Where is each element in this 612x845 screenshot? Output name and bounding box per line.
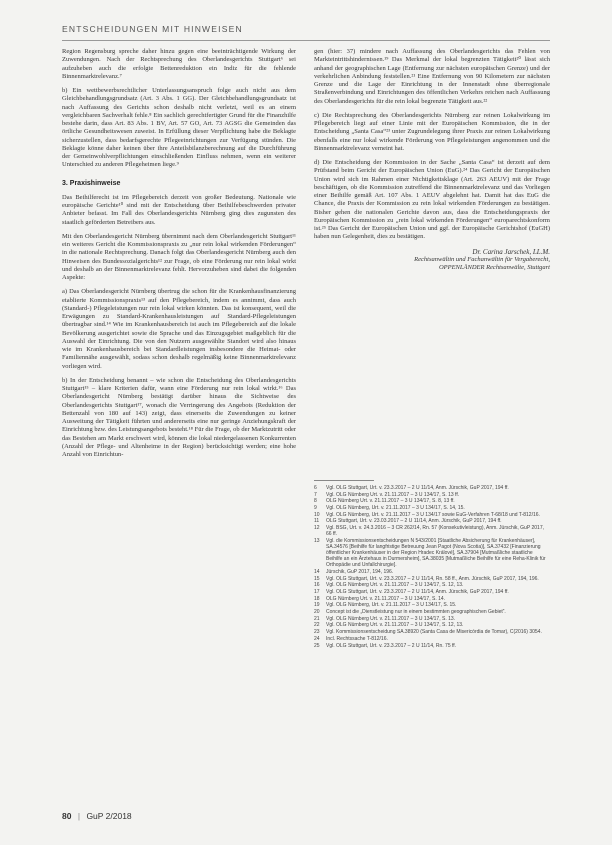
footnote bbox=[314, 492, 550, 498]
paragraph: a) Das Oberlandesgericht Nürnberg übertrug die schon für die Krankenhausfinanzierung etablierte Kommissionspraxis¹³ auf den Pflegebereich, indem es annimmt, dass auch (Standard-) Pflegeleistungen nur rein lokal wirken könnten. Das ist konsequent, weil die Erwägungen zu Standard-Krankenhausleistungen auf Standard-Pflegeleistungen übertragbar sind.¹⁴ Wie im Krankenhausbereich ist auch im Pflegebereich auf die lokale Bevölkerung ausgerichtet sowie die Sprache und das Einzugsgebiet maßgeblich für die Auswahl der Einrichtung. Die von den Nutzern ausgewählte Standort wird also hinaus wie im Krankenhausbereich bei Standardleistungen insbesondere die Heimat- oder Familiennähe ausgewählt, sodass schon deshalb regelmäßig keine Binnenmarktrelevanz vorliegen wird. bbox=[62, 288, 296, 370]
footnote-number: 18 bbox=[314, 595, 320, 602]
footnote-text: Concept ist die „Dienstleistung nur in einem bestimmten geographischen Gebiet“. bbox=[326, 609, 506, 616]
footer-separator: | bbox=[77, 811, 81, 821]
footnote bbox=[314, 582, 550, 588]
footnote-text: Incl. Rechtssache T-812/16. bbox=[326, 635, 388, 642]
footnote-text: Vgl. OLG Nürnberg Urt. v. 21.11.2017 – 3 U 134/17, S. 13. bbox=[326, 615, 456, 622]
footnote-number: 12 bbox=[314, 525, 320, 532]
left-column bbox=[62, 48, 296, 465]
footnote-number: 8 bbox=[314, 498, 317, 505]
footnote-number: 21 bbox=[314, 615, 320, 622]
footnote-number: 24 bbox=[314, 635, 320, 642]
footnote-text: Vgl. BSG, Urt. v. 24.3.2016 – 3 CR 262/14, Rn. 57 (Konsekutivleistung), Anm. Jürschik, GuP 2017, 66 ff. bbox=[326, 525, 544, 538]
footnote-number: 20 bbox=[314, 609, 320, 616]
footnote bbox=[314, 525, 550, 537]
footnote bbox=[314, 589, 550, 595]
paragraph: b) In der Entscheidung benannt – wie schon die Entscheidung des Oberlandesgerichts Stuttgart¹⁵ – klare Kriterien dafür, wann eine Förderung nur rein lokal wirkt.¹⁶ Das Oberlandesgericht Nürnberg bestätigt darüber hinaus die Sichtweise des Oberlandesgerichts Stuttgart¹⁷, wonach die Verringerung des Angebots (Reduktion der Bettenzahl von 180 auf 143) zeigt, dass einerseits die Zuwendungen zu keiner Ausweitung der Tätigkeit führten und andererseits eine nur geringe Anziehungskraft der Einrichtung bzw. des Leistungsangebots besteht.¹⁸ Für die Frage, ob der Marktzutritt oder das Bestehen am Markt erschwert wird, können die lokal niedergelassenen Konkurrenten (Anzahl der Pflege- und Altenheime in der Region) berücksichtigt werden; eine hohe Anzahl von Einrichtun- bbox=[62, 376, 296, 458]
footnote-text: Vgl. OLG Stuttgart, Urt. v. 23.3.2017 – 2 U 11/14, Rn. 58 ff., Anm. Jürschik, GuP 2017, 194, 196. bbox=[326, 575, 539, 582]
footnote-text: Vgl. OLG Stuttgart, Urt. v. 23.3.2017 – 2 U 11/14, Anm. Jürschik, GuP 2017, 194 ff. bbox=[326, 589, 509, 596]
footnote-text: Vgl. OLG Stuttgart, Urt. v. 23.3.2017 – 2 U 11/14, Rn. 75 ff. bbox=[326, 642, 457, 649]
footnotes bbox=[314, 480, 550, 649]
footnote bbox=[314, 512, 550, 518]
footnote-number: 10 bbox=[314, 511, 320, 518]
footnote bbox=[314, 518, 550, 524]
page-number: 80 bbox=[62, 811, 72, 821]
author-firm: OPPENLÄNDER Rechtsanwälte, Stuttgart bbox=[438, 264, 550, 271]
footnote bbox=[314, 538, 550, 568]
running-header-title: ENTSCHEIDUNGEN MIT HINWEISEN bbox=[62, 24, 243, 34]
footnote bbox=[314, 505, 550, 511]
footnote-number: 13 bbox=[314, 537, 320, 544]
footnote-text: Vgl. OLG Nürnberg Urt. v. 21.11.2017 – 3 U 134/17, S. 13 ff. bbox=[326, 491, 460, 498]
paragraph: Mit den Oberlandesgericht Nürnberg übernimmt nach dem Oberlandesgericht Stuttgart¹¹ ein weiteres Gericht die Kommissionspraxis zu „nur rein lokal wirkenden Förderungen“ in die nationale Rechtsprechung. Danach folgt das Oberlandesgericht Nürnberg auch den Hinweisen des Bundessozialgerichts¹² zur Frage, ob eine Förderung nur rein lokal wirkt und deshalb an der Binnenmarktrelevanz fehlt. Hervorzuheben sind dabei die folgenden Aspekte: bbox=[62, 232, 296, 281]
footnote-divider bbox=[314, 480, 374, 481]
footnote-text: OLG Nürnberg Urt. v. 21.11.2017 – 3 U 134/17, S. 14. bbox=[326, 595, 446, 602]
footnote-text: Jürschik, GuP 2017, 194, 196. bbox=[326, 568, 394, 575]
footnote-number: 14 bbox=[314, 568, 320, 575]
footnote-text: Vgl. die Kommissionsentscheidungen N 543/2001 [Staatliche Absicherung für Krankenhäuser], SA.34576 [Beihilfe für langfristige Betreuung Jean Pagot (Nova Scotia)], SA.37432 [Finanzierung öffentlicher Krankenhäuser in der Region Hradec Králové], SA.37904 [Mutmaßliche staatliche Beihilfe an ein Ärztehaus in Durmersheim], SA.38035 [Mutmaßliche Beihilfe für eine Reha-Klinik für Orthopädie und Unfallchirurgie]. bbox=[326, 537, 546, 569]
footnote-number: 6 bbox=[314, 485, 317, 491]
footnote bbox=[314, 485, 550, 491]
footnote-list bbox=[314, 485, 550, 649]
footnote bbox=[314, 629, 550, 635]
footnote-text: Vgl. OLG Nürnberg, Urt. v. 21.11.2017 – 3 U 134/17, S. 15. bbox=[326, 602, 457, 609]
footnote-text: Vgl. OLG Stuttgart, Urt. v. 23.3.2017 – 2 U 11/14, Anm. Jürschik, GuP 2017, 194 ff. bbox=[326, 485, 509, 491]
footnote bbox=[314, 643, 550, 649]
footnote bbox=[314, 576, 550, 582]
footnote-number: 17 bbox=[314, 589, 320, 596]
author-name: Dr. Carina Jarschek, LL.M. bbox=[472, 247, 550, 256]
footnote-text: Vgl. OLG Nürnberg, Urt. v. 21.11.2017 – 3 U 134/17, S. 14, 15. bbox=[326, 505, 465, 512]
paragraph: b) Ein wettbewerbsrechtlicher Unterlassungsanspruch folge auch nicht aus dem Gleichbehandlungsgrundsatz (Art. 3 Abs. 1 GG). Der Gleichbehandlungsgrundsatz ist nach Auffassung des Gerichts schon deshalb nicht verletzt, weil es an einem vergleichbaren Sachverhalt fehle.⁸ Ein sachlich gerechtfertigter Grund für die Finanzhilfe bestehe darin, dass Art. 83 Abs. 1 BV, Art. 57 GO, Art. 73 AGSG die Gemeinden das örtliche Gesundheitswesen zuweist. In Erfüllung dieser Verpflichtung habe die Beklagte sicherzustellen, dass bedarfsgerechte Pflegeeinrichtungen zur Verfügung stünden. Die Beklagte könne daher keinen über ihre Anteilsbilanzberechnung auf die Durchführung der Gemeinwohlverpflichtungen einschließenden Einfluss nehmen, wenn ein weiterer Unterschied zu anderen Pflegeheimen liege.⁹ bbox=[62, 87, 296, 169]
footnote-number: 7 bbox=[314, 491, 317, 498]
footnote bbox=[314, 596, 550, 602]
author-signature bbox=[314, 248, 550, 273]
author-title: Rechtsanwältin und Fachanwältin für Vergaberecht, bbox=[414, 255, 550, 263]
footnote-number: 23 bbox=[314, 629, 320, 636]
footnote-text: OLG Stuttgart, Urt. v. 23.03.2017 – 2 U 11/14, Anm. Jürschik, GuP 2017, 194 ff. bbox=[326, 518, 502, 525]
footnote-number: 25 bbox=[314, 642, 320, 649]
footnote-text: OLG Nürnberg Urt. v. 21.11.2017 – 3 U 134/17, S. 8, 13 ff. bbox=[326, 498, 455, 505]
footnote bbox=[314, 616, 550, 622]
section-heading: 3. Praxishinweise bbox=[62, 179, 121, 187]
footnote-number: 15 bbox=[314, 575, 320, 582]
footnote bbox=[314, 569, 550, 575]
paragraph: d) Die Entscheidung der Kommission in der Sache „Santa Casa“ ist derzeit auf dem Prüfstand beim Gericht der Europäischen Union (EuG).²⁴ Das Gericht der Europäischen Union wird sich im Rahmen einer Nichtigkeitsklage (Art. 263 AEUV) mit der Frage beschäftigen, ob die Kommission zutreffend die Binnenmarktrelevanz und das Vorliegen einer Beihilfe gemäß Art. 107 Abs. 1 AEUV abgelehnt hat. Damit hat das EuG die Chance, die Praxis der Kommission zu rein lokal wirkenden Förderungen zu bestätigen. Bisher gehen die nationalen Gerichte davon aus, dass die Entscheidungspraxis der Europäischen Kommission zu „rein lokal wirkenden Förderungen“ europarechtskonform ist.²⁵ Das Gericht der Europäischen Union und ggf. der Europäische Gerichtshof (EuGH) haben nun Gelegenheit, dies zu bestätigen. bbox=[314, 159, 550, 241]
footnote-number: 9 bbox=[314, 505, 317, 512]
footnote-number: 22 bbox=[314, 622, 320, 629]
footnote-text: Vgl. Kommissionsentscheidung SA.38920 (Santa Casa de Misericórdia de Tomar), C(2016) 3054. bbox=[326, 629, 542, 636]
footnote bbox=[314, 636, 550, 642]
journal-issue: GuP 2/2018 bbox=[86, 811, 132, 821]
footnote-number: 11 bbox=[314, 518, 320, 525]
footnote bbox=[314, 609, 550, 615]
footnote bbox=[314, 622, 550, 628]
footnote bbox=[314, 602, 550, 608]
paragraph: c) Die Rechtsprechung des Oberlandesgerichts Nürnberg zur reinen Lokalwirkung im Pflegebereich liegt auf einer Linie mit der Europäischen Kommission, die in der Entscheidung „Santa Casa“²³ unter Zugrundelegung ihrer Praxis zur reinen Lokalwirkung ebenfalls eine nur lokal wirkende Förderung von Pflegeleistungen angenommen und die Binnenmarktrelevanz verneint hat. bbox=[314, 111, 550, 152]
header-divider bbox=[62, 40, 550, 41]
page-footer bbox=[62, 811, 132, 821]
paragraph: Region Regensburg spreche daher hinzu gegen eine beeinträchtigende Wirkung der Zuwendungen. Nach der Rechtsprechung des Oberlandesgerichts Stuttgart⁶ sei aufzuheben auch die erfolgte Bettenreduktion ein Indiz für die fehlende Binnenmarktrelevanz.⁷ bbox=[62, 48, 296, 80]
footnote-text: Vgl. OLG Nürnberg Urt. v. 21.11.2017 – 3 U 134/17, S. 12, 13. bbox=[326, 582, 464, 589]
footnote bbox=[314, 498, 550, 504]
footnote-text: Vgl. OLG Nürnberg, Urt. v. 21.11.2017 – 3 U 134/17 sowie EuG-Verfahren T-68/18 und T-812/16. bbox=[326, 511, 540, 518]
footnote-text: Vgl. OLG Nürnberg Urt. v. 21.11.2017 – 3 U 134/17, S. 12, 13. bbox=[326, 622, 464, 629]
footnote-number: 19 bbox=[314, 602, 320, 609]
paragraph: Das Beihilferecht ist im Pflegebereich derzeit von großer Bedeutung. Nationale wie europäische Gerichte¹⁰ sind mit der Entscheidung über Beihilfebeschwerden privater Anbieter befasst. Im Fall des Oberlandesgerichts Nürnberg ging dies zugunsten des staatlich geförderten Betreibers aus. bbox=[62, 193, 296, 226]
paragraph: gen (hier: 37) mindere nach Auffassung des Oberlandesgerichts das Fehlen von Markteintrittshindernissen.¹⁹ Das Merkmal der lokal begrenzten Tätigkeit²⁰ lässt sich anhand der geographischen Lage (Entfernung zur nächsten europäischen Grenze) und der verkehrlichen Anbindung feststellen.²¹ Eine Entfernung von 90 Kilometern zur nächsten Grenze und die Lage der Einrichtung in der Innenstadt ohne überregionale Straßenverbindung und Einrichtungen des öffentlichen Verkehrs reichen nach Auffassung des Oberlandesgerichts für die rein lokal begrenzte Tätigkeit aus.²² bbox=[314, 48, 550, 105]
footnote-number: 16 bbox=[314, 582, 320, 589]
right-column bbox=[314, 48, 550, 272]
